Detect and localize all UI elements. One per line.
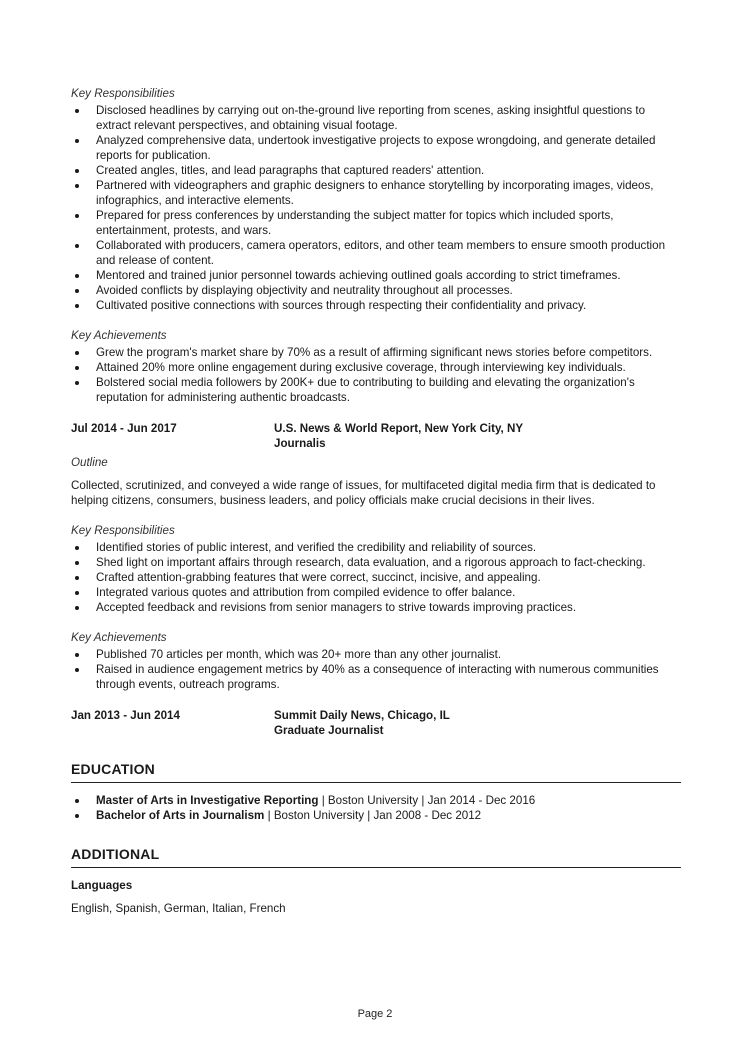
list-item: Collaborated with producers, camera operators, editors, and other team members to ensure smooth production and release of content.	[71, 238, 681, 268]
job-title: Graduate Journalist	[274, 724, 384, 737]
list-item: Grew the program's market share by 70% as a result of affirming significant news stories before competitors.	[71, 345, 681, 360]
education-item	[71, 808, 681, 823]
job-header	[71, 708, 681, 738]
list-item: Bolstered social media followers by 200K+ due to contributing to building and elevating the organization's reputation for administering authentic broadcasts.	[71, 375, 681, 405]
resume-page	[71, 86, 681, 916]
list-item: Analyzed comprehensive data, undertook investigative projects to expose wrongdoing, and generate detailed reports for publication.	[71, 133, 681, 163]
list-item: Partnered with videographers and graphic designers to enhance storytelling by incorporating images, videos, infographics, and interactive elements.	[71, 178, 681, 208]
list-item: Crafted attention-grabbing features that were correct, succinct, incisive, and appealing.	[71, 570, 681, 585]
key-achievements-heading: Key Achievements	[71, 631, 167, 644]
education-list	[71, 793, 681, 823]
list-item: Created angles, titles, and lead paragraphs that captured readers' attention.	[71, 163, 681, 178]
list-item: Raised in audience engagement metrics by 40% as a consequence of interacting with numerous communities through events, outreach programs.	[71, 662, 681, 692]
responsibilities-list	[71, 540, 681, 615]
list-item: Mentored and trained junior personnel towards achieving outlined goals according to strict timeframes.	[71, 268, 681, 283]
job-dates: Jan 2013 - Jun 2014	[71, 709, 180, 722]
list-item: Identified stories of public interest, and verified the credibility and reliability of sources.	[71, 540, 681, 555]
job-dates: Jul 2014 - Jun 2017	[71, 422, 177, 435]
outline-heading: Outline	[71, 456, 108, 469]
degree-details: | Boston University | Jan 2008 - Dec 2012	[264, 809, 482, 822]
additional-heading: ADDITIONAL	[71, 845, 681, 868]
list-item: Disclosed headlines by carrying out on-the-ground live reporting from scenes, asking insightful questions to extract relevant perspectives, and obtaining visual footage.	[71, 103, 681, 133]
list-item: Shed light on important affairs through research, data evaluation, and a rigorous approach to fact-checking.	[71, 555, 681, 570]
responsibilities-list	[71, 103, 681, 313]
list-item: Accepted feedback and revisions from senior managers to strive towards improving practices.	[71, 600, 681, 615]
key-responsibilities-heading: Key Responsibilities	[71, 87, 175, 100]
job-employer: U.S. News & World Report, New York City, NY	[274, 422, 524, 435]
list-item: Prepared for press conferences by understanding the subject matter for topics which included sports, entertainment, protests, and wars.	[71, 208, 681, 238]
education-heading: EDUCATION	[71, 760, 681, 783]
degree-name: Bachelor of Arts in Journalism	[96, 809, 265, 822]
job-employer: Summit Daily News, Chicago, IL	[274, 709, 450, 722]
achievements-list	[71, 647, 681, 692]
key-achievements-heading: Key Achievements	[71, 329, 167, 342]
job-header	[71, 421, 681, 451]
page-number: Page 2	[357, 1008, 393, 1020]
list-item: Cultivated positive connections with sources through respecting their confidentiality and privacy.	[71, 298, 681, 313]
key-responsibilities-heading: Key Responsibilities	[71, 524, 175, 537]
degree-name: Master of Arts in Investigative Reporting	[96, 794, 319, 807]
list-item: Published 70 articles per month, which was 20+ more than any other journalist.	[71, 647, 681, 662]
languages-heading: Languages	[71, 879, 133, 892]
list-item: Integrated various quotes and attribution from compiled evidence to offer balance.	[71, 585, 681, 600]
list-item: Attained 20% more online engagement during exclusive coverage, through interviewing key individuals.	[71, 360, 681, 375]
list-item: Avoided conflicts by displaying objectivity and neutrality throughout all processes.	[71, 283, 681, 298]
languages-list: English, Spanish, German, Italian, French	[71, 902, 286, 915]
job-title: Journalis	[274, 437, 326, 450]
outline-text: Collected, scrutinized, and conveyed a wide range of issues, for multifaceted digital media firm that is dedicated to helping citizens, consumers, business leaders, and policy officials make crucial decisions in their lives.	[71, 479, 656, 507]
achievements-list	[71, 345, 681, 405]
education-item	[71, 793, 681, 808]
degree-details: | Boston University | Jan 2014 - Dec 2016	[318, 794, 536, 807]
